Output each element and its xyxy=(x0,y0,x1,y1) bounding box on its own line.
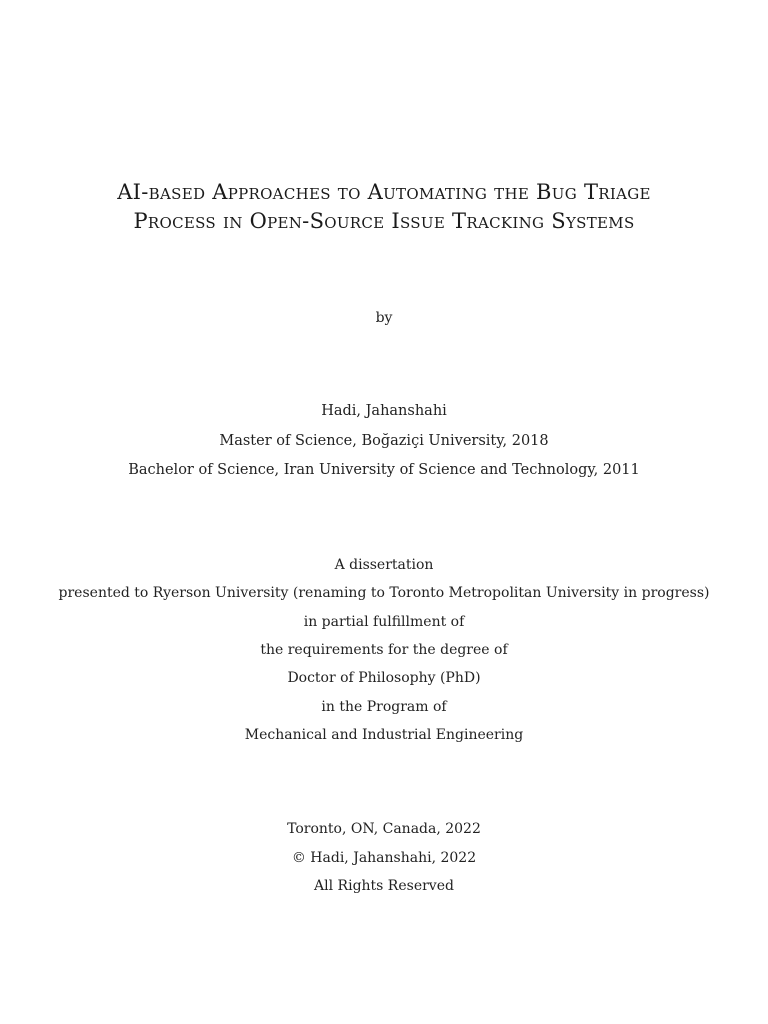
statement-line: in partial fulfillment of xyxy=(303,614,465,630)
statement-line: presented to Ryerson University (renaming to Toronto Metropolitan University in progress) xyxy=(58,585,710,601)
degree-masters: Master of Science, Boğaziçi University, 2018 xyxy=(219,433,549,449)
statement-line: in the Program of xyxy=(321,699,447,715)
title-line-1: AI-based Approaches to Automating the Bug Triage xyxy=(117,180,651,204)
title-line-2: Process in Open-Source Issue Tracking Systems xyxy=(133,209,635,233)
by-label: by xyxy=(375,310,393,326)
statement-line: Mechanical and Industrial Engineering xyxy=(244,727,524,743)
copyright-notice: © Hadi, Jahanshahi, 2022 xyxy=(291,850,477,866)
place-date: Toronto, ON, Canada, 2022 xyxy=(287,821,481,837)
statement-line: Doctor of Philosophy (PhD) xyxy=(287,670,481,686)
author-name: Hadi, Jahanshahi xyxy=(321,403,447,419)
rights-notice: All Rights Reserved xyxy=(314,878,454,894)
statement-line: the requirements for the degree of xyxy=(260,642,508,658)
degree-bachelors: Bachelor of Science, Iran University of Science and Technology, 2011 xyxy=(128,462,640,478)
statement-line: A dissertation xyxy=(334,557,434,573)
